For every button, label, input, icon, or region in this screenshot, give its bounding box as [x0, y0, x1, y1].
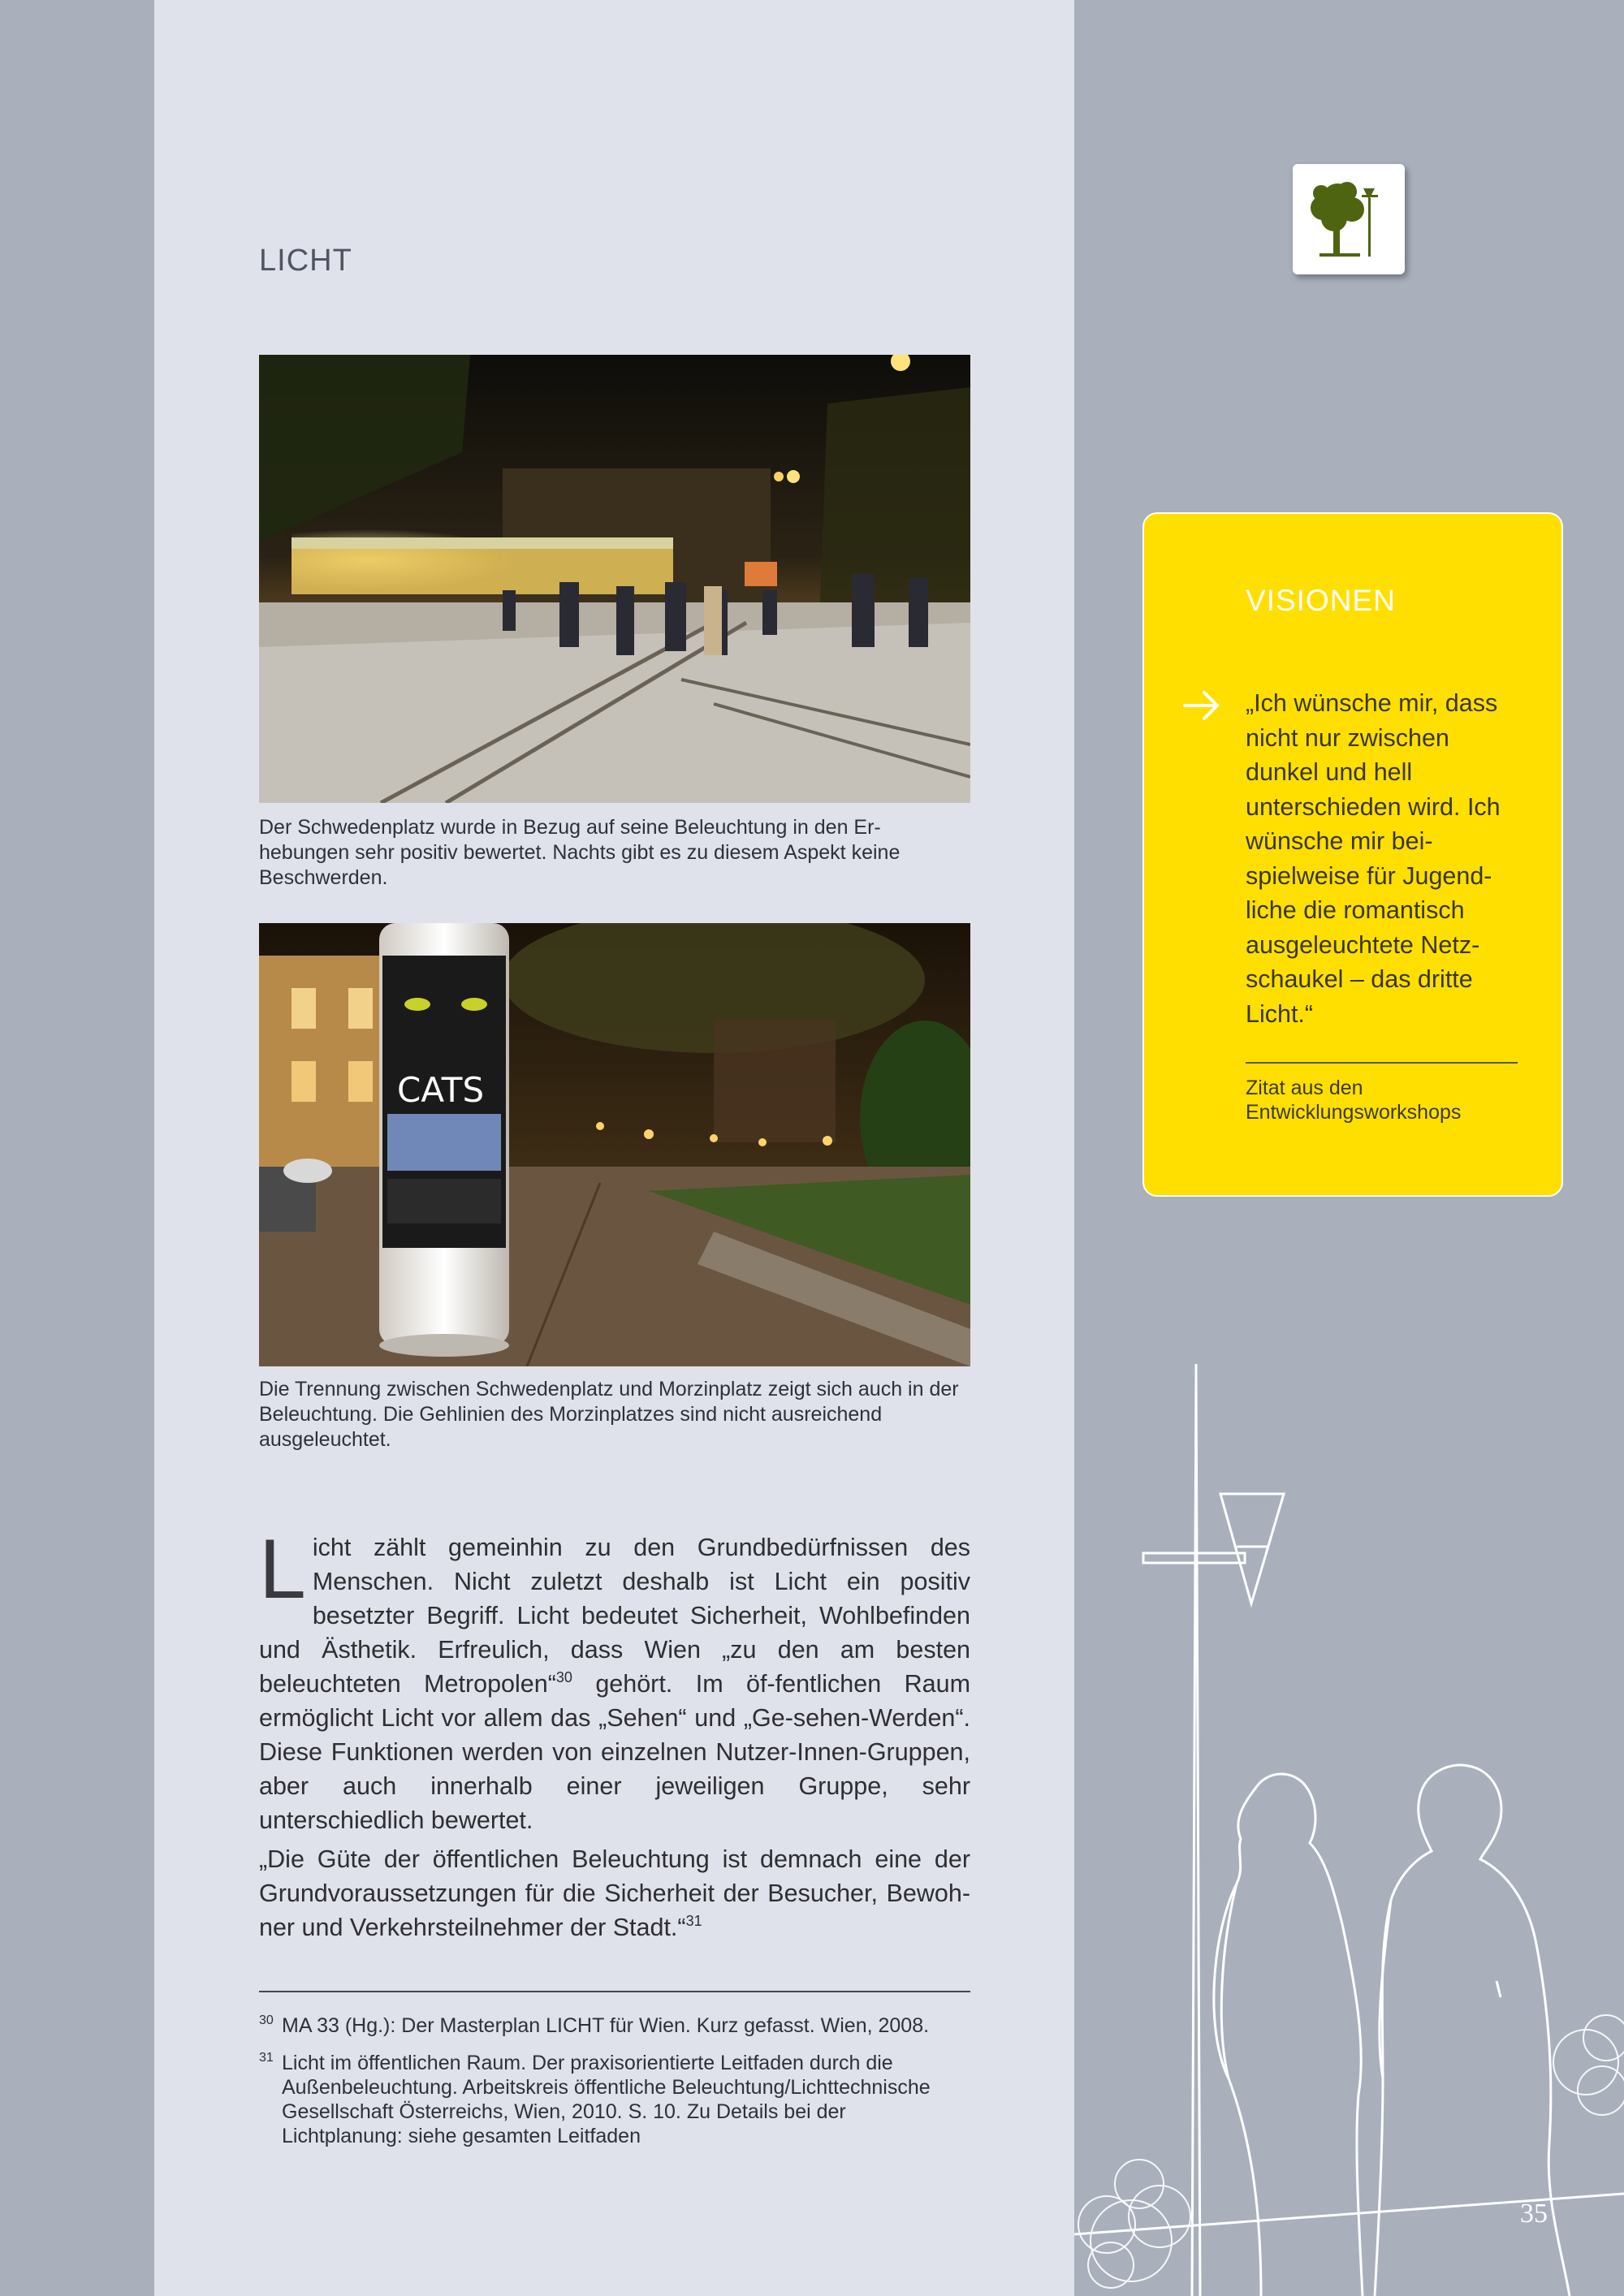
photo-morzinplatz	[259, 923, 970, 1366]
footnote-text: MA 33 (Hg.): Der Masterplan LICHT für Wien. Kurz gefasst. Wien, 2008.	[282, 2014, 930, 2037]
footnote-reference[interactable]: 31	[685, 1913, 702, 1929]
vision-divider	[1246, 1062, 1518, 1064]
footnote-divider	[259, 1991, 970, 1992]
footnote-reference[interactable]: 30	[555, 1669, 572, 1685]
arrow-right-icon	[1183, 689, 1220, 722]
vision-title: VISIONEN	[1246, 584, 1396, 617]
photo-morzinplatz-image	[259, 923, 970, 1366]
vision-box	[1142, 512, 1563, 1197]
tree-lamp-badge	[1293, 164, 1405, 274]
footnote-number: 30	[259, 2013, 274, 2027]
poster-text: CATS	[397, 1070, 485, 1110]
photo-schwedenplatz	[259, 355, 970, 803]
tree-lamp-icon	[1305, 174, 1393, 265]
photo-schwedenplatz-image	[259, 355, 970, 803]
body-text-segment: Licht zählt gemeinhin zu den Grundbedürfnissen des Menschen. Nicht zuletzt deshalb ist Licht ein positiv besetzter Begriff. Licht bedeutet Sicherheit, Wohlbefinden und Ästhetik. Erfreulich, dass Wien „zu den am besten beleuchteten Metropolen“	[259, 1522, 970, 1698]
footnote-text: Licht im öffentlichen Raum. Der praxisorientierte Leitfaden durch die Außenbeleuchtung. Arbeitskreis öffentliche Beleuchtung/Lichttechnische Gesellschaft Österreichs, Wien, 2010. S. 10. Zu Details bei der Lichtplanung: siehe gesamten Leitfaden	[282, 2052, 931, 2147]
page-number: 35	[1520, 2199, 1548, 2229]
streetlamp-figures-illustration	[1074, 1364, 1624, 2296]
footnote-number: 31	[259, 2051, 274, 2065]
section-heading: LICHT	[259, 244, 352, 278]
photo-caption: Der Schwedenplatz wurde in Bezug auf seine Beleuchtung in den Er-hebungen sehr positiv bewertet. Nachts gibt es zu diesem Aspekt keine Beschwerden.	[259, 816, 901, 889]
body-text-segment: „Die Güte der öffentlichen Beleuchtung ist demnach eine der Grundvoraussetzungen für die Sicherheit der Besucher, Bewoh-ner und Verkehrsteilnehmer der Stadt.“	[259, 1845, 970, 1941]
vision-quote: „Ich wünsche mir, dass nicht nur zwischen dunkel und hell unterschieden wird. Ich wünsche mir bei-spielweise für Jugend-liche die romantisch ausgeleuchtete Netz-schaukel – das dritte Licht.“	[1246, 689, 1501, 1028]
footnote	[259, 2013, 970, 2038]
body-paragraph	[259, 1522, 970, 1837]
body-text-segment: gehört. Im öf-fentlichen Raum ermöglicht Licht vor allem das „Sehen“ und „Ge-sehen-Werden“. Diese Funktionen werden von einzelnen Nutzer-Innen-Gruppen, aber auch innerhalb einer jeweiligen Gruppe, sehr unterschiedlich bewertet.	[259, 1670, 970, 1834]
vision-source: Zitat aus den Entwicklungsworkshops	[1246, 1077, 1462, 1124]
footnote	[259, 2051, 970, 2148]
quote-paragraph	[259, 1842, 970, 1944]
photo-caption: Die Trennung zwischen Schwedenplatz und Morzinplatz zeigt sich auch in der Beleuchtung. Die Gehlinien des Morzinplatzes sind nicht ausreichend ausgeleuchtet.	[259, 1378, 959, 1451]
